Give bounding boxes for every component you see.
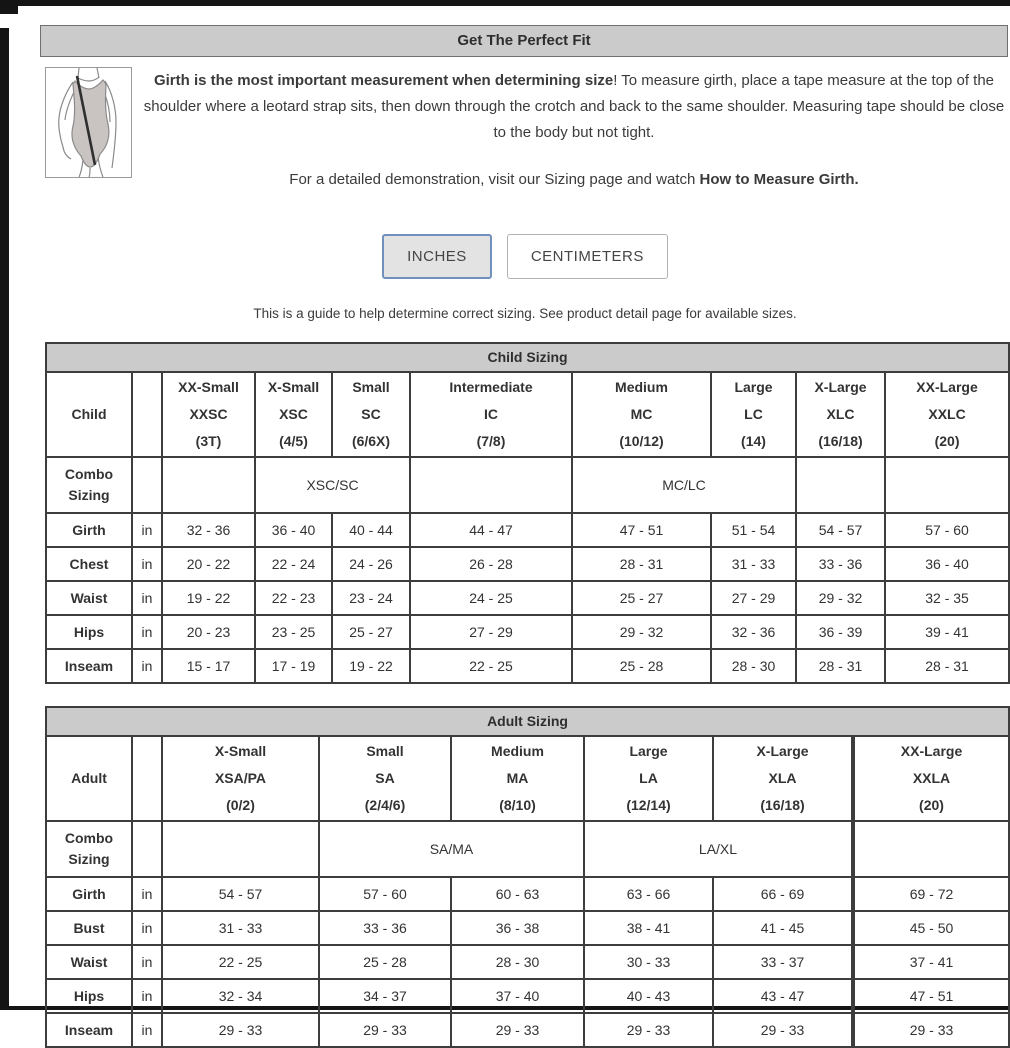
- measurement-value-cell: 33 - 36: [319, 911, 451, 945]
- measurement-value-cell: 47 - 51: [853, 979, 1009, 1013]
- size-column-header: X-Small XSA/PA (0/2): [162, 736, 319, 821]
- measurement-value-cell: 40 - 44: [332, 513, 410, 547]
- measurement-value-cell: 41 - 45: [713, 911, 853, 945]
- measurement-value-cell: 57 - 60: [885, 513, 1009, 547]
- measurement-value-cell: 28 - 30: [711, 649, 796, 683]
- combo-sizing-cell: SA/MA: [319, 821, 584, 877]
- unit-cell: in: [132, 979, 162, 1013]
- combo-sizing-cell: [796, 457, 885, 513]
- measurement-row: [46, 649, 1009, 683]
- measurement-value-cell: 37 - 41: [853, 945, 1009, 979]
- measurement-value-cell: 39 - 41: [885, 615, 1009, 649]
- size-column-header: X-Small XSC (4/5): [255, 372, 332, 457]
- combo-sizing-cell: MC/LC: [572, 457, 796, 513]
- measurement-value-cell: 29 - 33: [451, 1013, 584, 1047]
- measurement-value-cell: 54 - 57: [162, 877, 319, 911]
- inches-button[interactable]: INCHES: [382, 234, 492, 279]
- measurement-value-cell: 31 - 33: [711, 547, 796, 581]
- window-frame-left: [0, 28, 9, 1010]
- unit-cell: [132, 821, 162, 877]
- measurement-value-cell: 32 - 34: [162, 979, 319, 1013]
- measurement-value-cell: 37 - 40: [451, 979, 584, 1013]
- girth-paragraph-rest: ! To measure girth, place a tape measure at the top of the shoulder where a leotard strap sits, then down through the crotch and back to the same shoulder. Measuring tape should be close to the body but not tight.: [143, 72, 1005, 141]
- size-column-header: XX-Large XXLA (20): [853, 736, 1009, 821]
- unit-column-header: [132, 736, 162, 821]
- measurement-value-cell: 17 - 19: [255, 649, 332, 683]
- measurement-row: [46, 615, 1009, 649]
- measurement-value-cell: 51 - 54: [711, 513, 796, 547]
- measurement-value-cell: 44 - 47: [410, 513, 572, 547]
- measurement-value-cell: 22 - 23: [255, 581, 332, 615]
- unit-cell: in: [132, 1013, 162, 1047]
- measurement-value-cell: 23 - 25: [255, 615, 332, 649]
- combo-sizing-cell: LA/XL: [584, 821, 853, 877]
- measurement-value-cell: 32 - 36: [711, 615, 796, 649]
- page-title: Get The Perfect Fit: [40, 25, 1008, 57]
- size-column-header: Small SA (2/4/6): [319, 736, 451, 821]
- measurement-value-cell: 20 - 23: [162, 615, 255, 649]
- measurement-value-cell: 23 - 24: [332, 581, 410, 615]
- table-title-row: [46, 343, 1009, 372]
- measurement-value-cell: 25 - 27: [572, 581, 711, 615]
- combo-sizing-row: [46, 821, 1009, 877]
- measurement-value-cell: 36 - 39: [796, 615, 885, 649]
- measurement-label: Bust: [46, 911, 132, 945]
- measurement-value-cell: 40 - 43: [584, 979, 713, 1013]
- unit-cell: in: [132, 649, 162, 683]
- measurement-value-cell: 27 - 29: [711, 581, 796, 615]
- measurement-row: [46, 547, 1009, 581]
- unit-cell: in: [132, 945, 162, 979]
- measurement-label: Inseam: [46, 1013, 132, 1047]
- measurement-label: Waist: [46, 581, 132, 615]
- adult-sizing-table: [45, 706, 1010, 1048]
- unit-column-header: [132, 372, 162, 457]
- measurement-label: Inseam: [46, 649, 132, 683]
- measurement-value-cell: 30 - 33: [584, 945, 713, 979]
- measurement-value-cell: 25 - 28: [572, 649, 711, 683]
- sizing-note: This is a guide to help determine correct sizing. See product detail page for available sizes.: [253, 306, 797, 321]
- measurement-value-cell: 24 - 25: [410, 581, 572, 615]
- sizing-guide-page: [9, 6, 1010, 1048]
- unit-toggle-group: [40, 234, 1010, 279]
- measurement-row: [46, 979, 1009, 1013]
- measurement-value-cell: 19 - 22: [162, 581, 255, 615]
- measurement-label: Chest: [46, 547, 132, 581]
- measurement-value-cell: 54 - 57: [796, 513, 885, 547]
- size-header-row: [46, 736, 1009, 821]
- child-table-title: Child Sizing: [46, 343, 1009, 372]
- size-column-header: XX-Small XXSC (3T): [162, 372, 255, 457]
- measurement-value-cell: 29 - 33: [853, 1013, 1009, 1047]
- measurement-label: Hips: [46, 979, 132, 1013]
- measurement-value-cell: 60 - 63: [451, 877, 584, 911]
- measurement-value-cell: 22 - 25: [162, 945, 319, 979]
- demo-text: For a detailed demonstration, visit our Sizing page and watch: [289, 171, 700, 188]
- size-column-header: XX-Large XXLC (20): [885, 372, 1009, 457]
- measurement-value-cell: 33 - 36: [796, 547, 885, 581]
- measurement-value-cell: 28 - 31: [796, 649, 885, 683]
- girth-paragraph: [142, 68, 1006, 146]
- combo-sizing-cell: XSC/SC: [255, 457, 410, 513]
- size-header-row: [46, 372, 1009, 457]
- measurement-value-cell: 25 - 27: [332, 615, 410, 649]
- measurement-value-cell: 34 - 37: [319, 979, 451, 1013]
- combo-sizing-cell: [853, 821, 1009, 877]
- row-group-label: Adult: [46, 736, 132, 821]
- measurement-row: [46, 1013, 1009, 1047]
- size-column-header: Large LC (14): [711, 372, 796, 457]
- child-sizing-table: [45, 342, 1010, 684]
- measurement-value-cell: 25 - 28: [319, 945, 451, 979]
- adult-table-title: Adult Sizing: [46, 707, 1009, 736]
- measurement-value-cell: 29 - 33: [162, 1013, 319, 1047]
- combo-sizing-cell: [162, 457, 255, 513]
- unit-cell: in: [132, 877, 162, 911]
- measurement-value-cell: 29 - 32: [572, 615, 711, 649]
- girth-paragraph-bold: Girth is the most important measurement when determining size: [153, 72, 614, 89]
- demo-bold: How to Measure Girth.: [699, 171, 859, 188]
- unit-cell: in: [132, 513, 162, 547]
- measurement-value-cell: 31 - 33: [162, 911, 319, 945]
- unit-cell: in: [132, 615, 162, 649]
- size-column-header: Medium MC (10/12): [572, 372, 711, 457]
- measurement-value-cell: 63 - 66: [584, 877, 713, 911]
- measurement-value-cell: 36 - 38: [451, 911, 584, 945]
- girth-instructions: [142, 67, 1006, 193]
- unit-cell: in: [132, 911, 162, 945]
- row-group-label: Child: [46, 372, 132, 457]
- leotard-girth-diagram-icon: [45, 67, 132, 178]
- measurement-row: [46, 911, 1009, 945]
- size-column-header: Medium MA (8/10): [451, 736, 584, 821]
- measurement-value-cell: 15 - 17: [162, 649, 255, 683]
- girth-intro-section: [45, 67, 1010, 193]
- table-title-row: [46, 707, 1009, 736]
- measurement-value-cell: 57 - 60: [319, 877, 451, 911]
- size-column-header: X-Large XLA (16/18): [713, 736, 853, 821]
- measurement-value-cell: 36 - 40: [885, 547, 1009, 581]
- size-column-header: Intermediate IC (7/8): [410, 372, 572, 457]
- unit-cell: [132, 457, 162, 513]
- measurement-label: Girth: [46, 513, 132, 547]
- measurement-value-cell: 38 - 41: [584, 911, 713, 945]
- measurement-value-cell: 29 - 32: [796, 581, 885, 615]
- measurement-value-cell: 66 - 69: [713, 877, 853, 911]
- combo-sizing-cell: [885, 457, 1009, 513]
- measurement-label: Girth: [46, 877, 132, 911]
- measurement-value-cell: 29 - 33: [319, 1013, 451, 1047]
- measurement-value-cell: 32 - 36: [162, 513, 255, 547]
- measurement-value-cell: 19 - 22: [332, 649, 410, 683]
- measurement-value-cell: 24 - 26: [332, 547, 410, 581]
- measurement-value-cell: 32 - 35: [885, 581, 1009, 615]
- measurement-value-cell: 26 - 28: [410, 547, 572, 581]
- measurement-value-cell: 45 - 50: [853, 911, 1009, 945]
- measurement-value-cell: 22 - 25: [410, 649, 572, 683]
- measurement-row: [46, 581, 1009, 615]
- measurement-value-cell: 29 - 33: [713, 1013, 853, 1047]
- combo-sizing-row: [46, 457, 1009, 513]
- measurement-value-cell: 36 - 40: [255, 513, 332, 547]
- measurement-value-cell: 33 - 37: [713, 945, 853, 979]
- combo-sizing-cell: [410, 457, 572, 513]
- measurement-value-cell: 28 - 31: [885, 649, 1009, 683]
- centimeters-button[interactable]: CENTIMETERS: [507, 234, 668, 279]
- combo-sizing-label: Combo Sizing: [46, 821, 132, 877]
- combo-sizing-label: Combo Sizing: [46, 457, 132, 513]
- measurement-value-cell: 20 - 22: [162, 547, 255, 581]
- size-column-header: Large LA (12/14): [584, 736, 713, 821]
- measurement-value-cell: 28 - 30: [451, 945, 584, 979]
- measurement-row: [46, 877, 1009, 911]
- measurement-row: [46, 513, 1009, 547]
- demo-line: [142, 167, 1006, 193]
- size-column-header: Small SC (6/6X): [332, 372, 410, 457]
- measurement-value-cell: 69 - 72: [853, 877, 1009, 911]
- unit-cell: in: [132, 547, 162, 581]
- measurement-value-cell: 29 - 33: [584, 1013, 713, 1047]
- measurement-label: Hips: [46, 615, 132, 649]
- size-column-header: X-Large XLC (16/18): [796, 372, 885, 457]
- combo-sizing-cell: [162, 821, 319, 877]
- measurement-value-cell: 22 - 24: [255, 547, 332, 581]
- unit-cell: in: [132, 581, 162, 615]
- measurement-label: Waist: [46, 945, 132, 979]
- measurement-value-cell: 27 - 29: [410, 615, 572, 649]
- measurement-value-cell: 28 - 31: [572, 547, 711, 581]
- measurement-value-cell: 47 - 51: [572, 513, 711, 547]
- measurement-value-cell: 43 - 47: [713, 979, 853, 1013]
- measurement-row: [46, 945, 1009, 979]
